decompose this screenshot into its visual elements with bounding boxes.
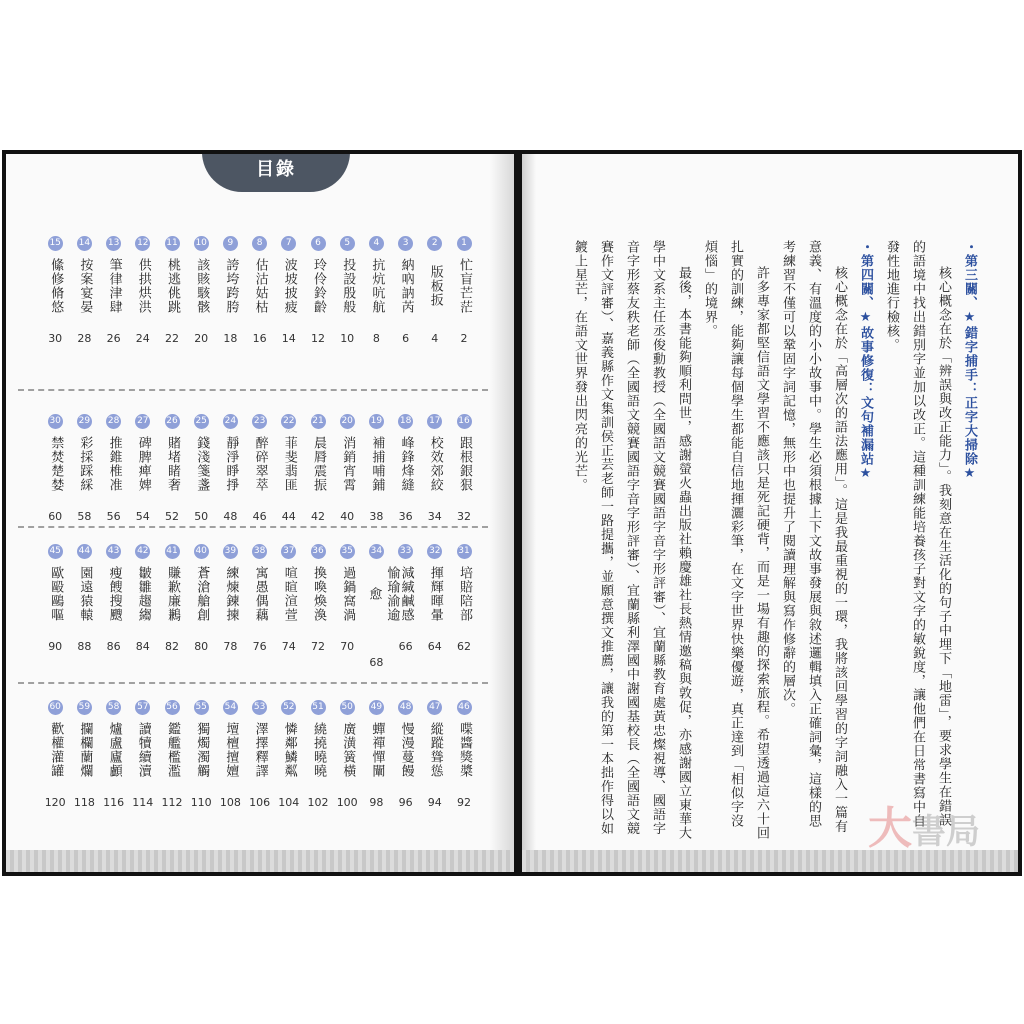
lesson-number-badge: 52 xyxy=(281,700,296,715)
page-number: 92 xyxy=(457,796,471,809)
lesson-number-badge: 16 xyxy=(457,414,472,429)
lesson-number-badge: 31 xyxy=(457,544,472,559)
lesson-number-badge: 15 xyxy=(48,236,63,251)
toc-entry[interactable] xyxy=(43,544,67,623)
lesson-characters: 瘦餿搜颼 xyxy=(106,566,122,622)
lesson-number-badge: 47 xyxy=(427,700,442,715)
toc-entry[interactable] xyxy=(394,414,418,493)
toc-entry[interactable] xyxy=(160,544,184,623)
lesson-number-badge: 8 xyxy=(252,236,267,251)
toc-entry[interactable] xyxy=(335,414,359,493)
lesson-characters: 抗炕吭航 xyxy=(369,258,385,314)
toc-entry[interactable] xyxy=(160,414,184,493)
lesson-characters: 皺雛趨縐 xyxy=(135,566,151,622)
lesson-number-badge: 7 xyxy=(281,236,296,251)
page-number: 120 xyxy=(44,796,66,809)
toc-entry[interactable] xyxy=(102,544,126,623)
page-number: 18 xyxy=(223,332,238,345)
lesson-number-badge: 58 xyxy=(106,700,121,715)
page-number: 50 xyxy=(194,510,209,523)
toc-entry[interactable] xyxy=(248,236,272,315)
toc-entry[interactable] xyxy=(335,236,359,315)
toc-entry[interactable] xyxy=(131,544,155,623)
toc-entry[interactable] xyxy=(102,414,126,493)
page-number: 26 xyxy=(106,332,121,345)
lesson-number-badge: 9 xyxy=(223,236,238,251)
toc-entry[interactable] xyxy=(394,700,418,779)
lesson-number-badge: 10 xyxy=(194,236,209,251)
toc-entry[interactable] xyxy=(248,700,272,779)
shop-watermark-logo: 大書局 xyxy=(868,803,980,854)
toc-entry[interactable] xyxy=(189,414,213,493)
lesson-number-badge: 51 xyxy=(311,700,326,715)
toc-entry[interactable] xyxy=(43,700,67,779)
lesson-characters: 納吶訥芮 xyxy=(398,258,414,314)
lesson-characters: 彩採踩綵 xyxy=(77,436,93,492)
lesson-characters: 寓愚偶藕 xyxy=(252,566,268,622)
toc-entry[interactable] xyxy=(306,414,330,493)
page-number: 14 xyxy=(281,332,296,345)
lesson-number-badge: 44 xyxy=(77,544,92,559)
page-number: 108 xyxy=(219,796,241,809)
page-bottom-stripe xyxy=(6,850,514,872)
toc-entry[interactable] xyxy=(452,236,476,315)
page-number: 48 xyxy=(223,510,238,523)
lesson-number-badge: 3 xyxy=(398,236,413,251)
lesson-characters: 跟根銀狠 xyxy=(457,436,472,492)
section-heading: ・第三關、★錯字捕手：正字大掃除★ xyxy=(962,240,977,482)
lesson-characters: 估沽姑枯 xyxy=(252,258,268,314)
page-number: 46 xyxy=(252,510,267,523)
page-number: 20 xyxy=(194,332,209,345)
page-number: 60 xyxy=(48,510,63,523)
lesson-number-badge: 42 xyxy=(135,544,150,559)
toc-section xyxy=(6,700,514,872)
page-number: 76 xyxy=(252,640,267,653)
toc-entry[interactable] xyxy=(218,414,242,493)
lesson-number-badge: 12 xyxy=(135,236,150,251)
lesson-characters: 桃逃佻跳 xyxy=(165,258,180,314)
page-number: 2 xyxy=(460,332,468,345)
lesson-characters: 換喚煥渙 xyxy=(311,566,326,622)
toc-entry[interactable] xyxy=(131,414,155,493)
lesson-characters: 蟬禪憚闡 xyxy=(369,722,385,778)
lesson-characters: 憐鄰鱗粼 xyxy=(281,722,297,778)
lesson-characters: 園遠猿轅 xyxy=(77,566,93,622)
lesson-number-badge: 39 xyxy=(223,544,238,559)
lesson-number-badge: 14 xyxy=(77,236,92,251)
toc-entry[interactable] xyxy=(364,544,400,623)
toc-entry[interactable] xyxy=(72,700,96,779)
page-number: 96 xyxy=(398,796,413,809)
lesson-characters: 爐盧廬顱 xyxy=(106,722,122,778)
page-number: 42 xyxy=(311,510,325,523)
lesson-characters: 歐毆鷗嘔 xyxy=(48,566,64,622)
toc-entry[interactable] xyxy=(364,414,388,493)
preface-page xyxy=(522,154,1018,872)
lesson-characters: 供拱烘洪 xyxy=(135,258,151,314)
toc-entry[interactable] xyxy=(277,236,301,315)
page-number: 62 xyxy=(457,640,471,653)
lesson-number-badge: 36 xyxy=(311,544,326,559)
toc-entry[interactable] xyxy=(218,236,242,315)
lesson-characters: 愉瑜渝逾愈 xyxy=(366,566,400,622)
lesson-number-badge: 4 xyxy=(369,236,384,251)
lesson-characters: 賺歉廉鶼 xyxy=(165,566,180,622)
lesson-number-badge: 35 xyxy=(340,544,355,559)
lesson-characters: 揮輝暉暈 xyxy=(427,566,443,622)
lesson-number-badge: 18 xyxy=(398,414,413,429)
lesson-number-badge: 1 xyxy=(457,236,472,251)
lesson-characters: 喧暄渲萱 xyxy=(281,566,297,622)
toc-entry[interactable] xyxy=(452,544,476,623)
toc-entry[interactable] xyxy=(277,544,301,623)
lesson-characters: 錢淺箋盞 xyxy=(194,436,210,492)
lesson-characters: 消銷宵霄 xyxy=(340,436,356,492)
lesson-characters: 投設殷般 xyxy=(340,258,356,314)
lesson-number-badge: 59 xyxy=(77,700,92,715)
page-number: 68 xyxy=(369,656,384,669)
page-number: 72 xyxy=(311,640,325,653)
page-number: 84 xyxy=(135,640,150,653)
page-number: 114 xyxy=(132,796,154,809)
lesson-characters: 峰鋒烽縫 xyxy=(398,436,414,492)
toc-entry[interactable] xyxy=(423,700,447,779)
lesson-characters: 版板扳 xyxy=(427,265,443,307)
page-number: 118 xyxy=(73,796,95,809)
toc-entry[interactable] xyxy=(72,544,96,623)
toc-title-tab: 目錄 xyxy=(202,154,350,192)
lesson-number-badge: 17 xyxy=(427,414,442,429)
lesson-characters: 繞撓曉曉 xyxy=(311,722,326,778)
page-number: 90 xyxy=(48,640,63,653)
page-gutter-shadow xyxy=(522,154,536,872)
page-number: 38 xyxy=(369,510,384,523)
toc-entry[interactable] xyxy=(189,544,213,623)
toc-entry[interactable] xyxy=(131,236,155,315)
lesson-characters: 推錐椎准 xyxy=(106,436,122,492)
toc-entry[interactable] xyxy=(423,414,447,493)
lesson-characters: 攔欄蘭爛 xyxy=(77,722,93,778)
page-number: 30 xyxy=(48,332,63,345)
page-number: 88 xyxy=(77,640,92,653)
page-number: 28 xyxy=(77,332,92,345)
toc-entry[interactable] xyxy=(160,236,184,315)
toc-entry[interactable] xyxy=(218,700,242,779)
toc-entry[interactable] xyxy=(423,236,447,315)
toc-entry[interactable] xyxy=(335,700,359,779)
page-number: 44 xyxy=(281,510,296,523)
lesson-number-badge: 26 xyxy=(165,414,180,429)
page-number: 24 xyxy=(135,332,150,345)
lesson-characters: 鑑艦檻濫 xyxy=(165,722,180,778)
page-number: 54 xyxy=(135,510,150,523)
lesson-characters: 禁焚楚婪 xyxy=(48,436,64,492)
lesson-number-badge: 54 xyxy=(223,700,238,715)
lesson-characters: 忙盲芒茫 xyxy=(457,258,472,314)
lesson-number-badge: 33 xyxy=(398,544,413,559)
toc-entry[interactable] xyxy=(72,414,96,493)
page-number: 52 xyxy=(165,510,179,523)
toc-entry[interactable] xyxy=(364,700,388,779)
page-number: 8 xyxy=(372,332,380,345)
lesson-characters: 賭堵睹奢 xyxy=(165,436,180,492)
toc-entry[interactable] xyxy=(423,544,447,623)
page-number: 106 xyxy=(249,796,271,809)
lesson-number-badge: 57 xyxy=(135,700,150,715)
lesson-number-badge: 19 xyxy=(369,414,384,429)
toc-entry[interactable] xyxy=(189,236,213,315)
lesson-number-badge: 56 xyxy=(165,700,180,715)
toc-entry[interactable] xyxy=(248,544,272,623)
lesson-characters: 縱蹤聳慫 xyxy=(427,722,443,778)
lesson-number-badge: 11 xyxy=(165,236,180,251)
page-number: 100 xyxy=(336,796,358,809)
page-number: 36 xyxy=(398,510,413,523)
toc-entry[interactable] xyxy=(277,414,301,493)
lesson-characters: 晨脣震振 xyxy=(311,436,326,492)
lesson-characters: 壇檀擅嬗 xyxy=(223,722,239,778)
lesson-characters: 減緘鹹感 xyxy=(398,566,414,622)
lesson-number-badge: 23 xyxy=(252,414,267,429)
toc-section xyxy=(6,544,514,724)
lesson-characters: 歡權灌罐 xyxy=(48,722,64,778)
lesson-characters: 靜淨睜掙 xyxy=(223,436,239,492)
toc-entry[interactable] xyxy=(160,700,184,779)
page-number: 70 xyxy=(340,640,355,653)
lesson-number-badge: 53 xyxy=(252,700,267,715)
lesson-characters: 校效郊絞 xyxy=(427,436,443,492)
toc-entry[interactable] xyxy=(364,236,388,315)
lesson-characters: 慢漫蔓饅 xyxy=(398,722,414,778)
toc-entry[interactable] xyxy=(43,414,67,493)
lesson-number-badge: 2 xyxy=(427,236,442,251)
page-number: 10 xyxy=(340,332,355,345)
lesson-characters: 碑脾痺婢 xyxy=(135,436,151,492)
page-number: 86 xyxy=(106,640,121,653)
lesson-number-badge: 24 xyxy=(223,414,238,429)
lesson-number-badge: 41 xyxy=(165,544,180,559)
toc-entry[interactable] xyxy=(452,700,476,779)
page-number: 40 xyxy=(340,510,355,523)
toc-entry[interactable] xyxy=(43,236,67,315)
lesson-characters: 醉碎翠萃 xyxy=(252,436,268,492)
toc-entry[interactable] xyxy=(102,700,126,779)
toc-entry[interactable] xyxy=(306,236,330,315)
lesson-characters: 補捕哺鋪 xyxy=(369,436,385,492)
lesson-number-badge: 48 xyxy=(398,700,413,715)
body-paragraph: 核心概念在於「高層次的語法應用」。這是我最重視的一環，我將該回學習的字詞融入一篇有意義、有溫度的小小故事中。學生必須根據上下文故事發展與敘述邏輯填入正確詞彙，這樣的思考練習不僅可以鞏固字詞記憶，無形中也提升了閱讀理解與寫作修辭的層次。 xyxy=(780,240,847,834)
lesson-number-badge: 21 xyxy=(311,414,326,429)
page-number: 104 xyxy=(278,796,300,809)
page-number: 56 xyxy=(106,510,121,523)
page-number: 66 xyxy=(398,640,413,653)
lesson-number-badge: 13 xyxy=(106,236,121,251)
lesson-number-badge: 43 xyxy=(106,544,121,559)
toc-entry[interactable] xyxy=(335,544,359,623)
lesson-characters: 練煉鍊揀 xyxy=(223,566,239,622)
lesson-number-badge: 40 xyxy=(194,544,209,559)
lesson-characters: 絛修脩悠 xyxy=(48,258,64,314)
lesson-number-badge: 49 xyxy=(369,700,384,715)
lesson-number-badge: 5 xyxy=(340,236,355,251)
page-number: 112 xyxy=(161,796,183,809)
lesson-number-badge: 20 xyxy=(340,414,355,429)
lesson-number-badge: 37 xyxy=(281,544,296,559)
lesson-number-badge: 22 xyxy=(281,414,296,429)
toc-entry[interactable] xyxy=(277,700,301,779)
body-paragraph: 核心概念在於「辨誤與改正能力」。我刻意在生活化的句子中埋下「地雷」，要求學生在錯誤的語境中找出錯別字並加以改正。這種訓練能培養孩子對文字的敏銳度，讓他們在日常書寫中自發性地進行檢核。 xyxy=(884,240,951,828)
page-number: 6 xyxy=(402,332,410,345)
toc-page xyxy=(6,154,514,872)
lesson-characters: 菲斐翡匪 xyxy=(281,436,297,492)
toc-entry[interactable] xyxy=(306,700,330,779)
lesson-number-badge: 55 xyxy=(194,700,209,715)
lesson-number-badge: 32 xyxy=(427,544,442,559)
lesson-number-badge: 46 xyxy=(457,700,472,715)
section-heading: ・第四關、★故事修復：文句補漏站★ xyxy=(858,240,873,482)
lesson-characters: 蒼滄艙創 xyxy=(194,566,210,622)
page-number: 110 xyxy=(190,796,212,809)
body-paragraph: 許多專家都堅信語文學習不應該只是死記硬背，而是一場有趣的探索旅程。希望透過這六十回扎實的訓練，能夠讓每個學生都能自信地揮灑彩筆，在文字世界快樂優遊，真正達到「相似字沒煩惱」的境界。 xyxy=(702,240,769,840)
toc-entry[interactable] xyxy=(72,236,96,315)
preface-text xyxy=(562,240,982,840)
page-number: 22 xyxy=(165,332,179,345)
toc-entry[interactable] xyxy=(189,700,213,779)
page-number: 32 xyxy=(457,510,471,523)
lesson-characters: 誇垮跨胯 xyxy=(223,258,239,314)
lesson-characters: 按案宴晏 xyxy=(77,258,93,314)
page-number: 58 xyxy=(77,510,92,523)
lesson-number-badge: 27 xyxy=(135,414,150,429)
open-book xyxy=(2,150,1022,876)
page-number: 98 xyxy=(369,796,384,809)
toc-section xyxy=(6,236,514,416)
page-number: 34 xyxy=(427,510,442,523)
lesson-number-badge: 28 xyxy=(106,414,121,429)
page-number: 82 xyxy=(165,640,179,653)
lesson-number-badge: 50 xyxy=(340,700,355,715)
lesson-number-badge: 60 xyxy=(48,700,63,715)
page-number: 74 xyxy=(281,640,296,653)
page-number: 80 xyxy=(194,640,209,653)
lesson-characters: 波坡披疲 xyxy=(281,258,297,314)
lesson-characters: 讀犢續瀆 xyxy=(135,722,151,778)
lesson-number-badge: 29 xyxy=(77,414,92,429)
page-number: 64 xyxy=(427,640,442,653)
lesson-number-badge: 30 xyxy=(48,414,63,429)
toc-entry[interactable] xyxy=(394,236,418,315)
toc-entry[interactable] xyxy=(102,236,126,315)
toc-entry[interactable] xyxy=(248,414,272,493)
lesson-characters: 筆律津肆 xyxy=(106,258,122,314)
page-number: 94 xyxy=(427,796,442,809)
lesson-characters: 玲伶鈴齡 xyxy=(311,258,326,314)
lesson-characters: 培賠陪部 xyxy=(457,566,472,622)
lesson-characters: 喋醬獎槳 xyxy=(457,722,472,778)
lesson-characters: 獨燭濁觸 xyxy=(194,722,210,778)
body-paragraph: 最後，本書能夠順利問世，感謝螢火蟲出版社賴慶雄社長熱情邀稿與敦促，亦感謝國立東華大學中文系主任丞俊勳教授（全國語文競賽國語字音字形評審）、宜蘭縣教育處黃忠燦視導、國語字音字形蔡友秩老師（全國語文競賽國語字音字形評審）、宜蘭縣利澤國中謝國基校長（全國語文競賽作文評審）、嘉義縣作文集訓侯正芸老師一路提攜，並願意撰文推薦，讓我的第一本拙作得以如鍍上星芒，在語文世界發出閃亮的光芒。 xyxy=(572,240,691,840)
lesson-number-badge: 6 xyxy=(311,236,326,251)
lesson-number-badge: 45 xyxy=(48,544,63,559)
page-number: 4 xyxy=(431,332,439,345)
lesson-number-badge: 38 xyxy=(252,544,267,559)
lesson-characters: 廣潢簧橫 xyxy=(340,722,356,778)
page-number: 16 xyxy=(252,332,267,345)
lesson-characters: 澤擇釋譯 xyxy=(252,722,268,778)
lesson-characters: 該賅駭骸 xyxy=(194,258,210,314)
toc-entry[interactable] xyxy=(131,700,155,779)
lesson-number-badge: 25 xyxy=(194,414,209,429)
page-number: 102 xyxy=(307,796,329,809)
page-number: 116 xyxy=(103,796,125,809)
toc-entry[interactable] xyxy=(218,544,242,623)
lesson-number-badge: 34 xyxy=(369,544,384,559)
toc-entry[interactable] xyxy=(452,414,476,493)
lesson-characters: 過鍋窩渦 xyxy=(340,566,356,622)
page-number: 12 xyxy=(311,332,325,345)
page-number: 78 xyxy=(223,640,238,653)
toc-entry[interactable] xyxy=(306,544,330,623)
